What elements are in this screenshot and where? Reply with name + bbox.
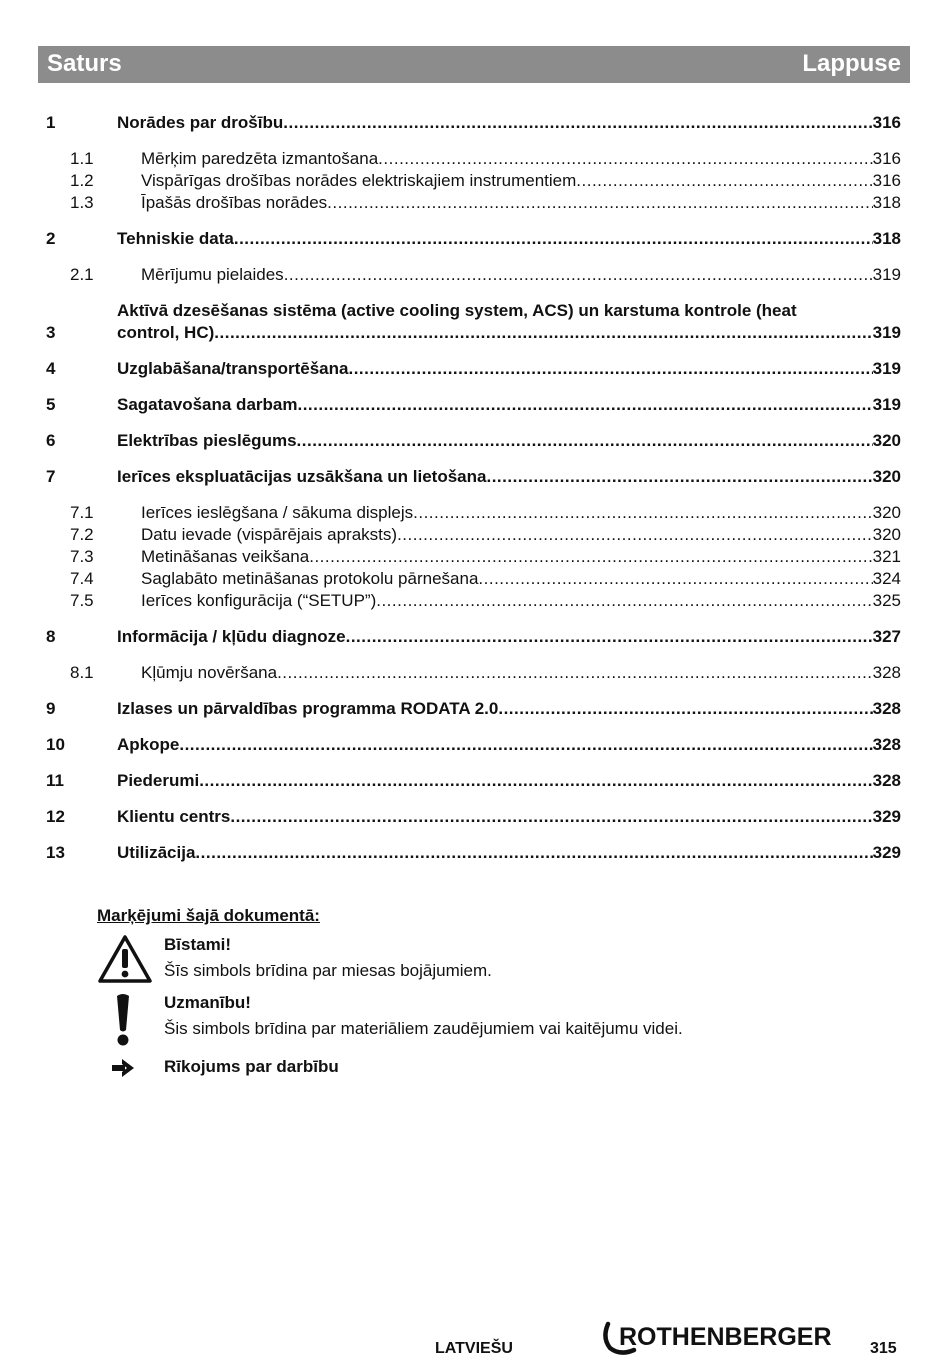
toc-number: 2.1 [70,265,94,284]
brand-name: ROTHENBERGER [619,1323,832,1351]
toc-page-number: 328 [872,699,901,718]
toc-number: 1.1 [70,149,94,168]
toc-title: Mērījumu pielaides [141,265,284,284]
action-title: Rīkojums par darbību [164,1057,339,1076]
toc-page-number: 318 [872,229,901,248]
toc-page-number: 316 [872,171,901,190]
toc-page-number: 319 [872,323,901,342]
toc-page-number: 328 [872,663,901,682]
toc-page-number: 325 [872,591,901,610]
toc-page-number: 321 [872,547,901,566]
toc-number: 9 [46,699,56,718]
toc-title: Saglabāto metināšanas protokolu pārnešana [141,569,479,588]
toc-number: 8 [46,627,56,646]
toc-title: Piederumi [117,771,200,790]
toc-number: 3 [46,323,56,342]
toc-page-number: 316 [872,113,901,132]
toc-page-number: 329 [872,807,901,826]
toc-title: Ierīces konfigurācija (“SETUP”) [141,591,377,610]
toc-leader-dots [486,466,872,488]
toc-number: 1.3 [70,193,94,212]
toc-leader-dots [214,322,872,344]
toc-leader-dots [230,806,872,828]
toc-title: Izlases un pārvaldības programma RODATA 2.0 [117,699,499,718]
header-title: Saturs [47,50,122,77]
toc-title-line1: Aktīvā dzesēšanas sistēma (active cooling system, ACS) un karstuma kontrole (heat [117,301,797,320]
toc-page-number: 320 [872,503,901,522]
toc-number: 12 [46,807,65,826]
toc-number: 1 [46,113,56,132]
toc-subsection-entry [46,524,901,546]
toc-section-entry [46,734,901,756]
toc-leader-dots [378,148,872,170]
toc-section-entry [46,430,901,452]
toc-title: Mērķim paredzēta izmantošana [141,149,379,168]
toc-title: Īpašās drošības norādes [141,193,328,212]
toc-title: Utilizācija [117,843,196,862]
toc-leader-dots [234,228,873,250]
toc-title: Informācija / kļūdu diagnoze [117,627,346,646]
toc-number: 4 [46,359,56,378]
toc-page-number: 320 [872,467,901,486]
danger-title: Bīstami! [164,935,232,954]
toc-leader-dots [498,698,872,720]
toc-number: 11 [46,771,64,790]
toc-leader-dots [309,546,872,568]
toc-number: 7.4 [70,569,94,588]
toc-section-entry [46,698,901,720]
toc-number: 5 [46,395,56,414]
toc-leader-dots [413,502,872,524]
toc-subsection-entry [46,264,901,286]
header-page-label: Lappuse [802,50,901,77]
toc-page-number: 320 [872,431,901,450]
toc-page-number: 318 [872,193,901,212]
toc-page-number: 320 [872,525,901,544]
toc-title: Ierīces ieslēgšana / sākuma displejs [141,503,414,522]
toc-leader-dots [179,734,872,756]
toc-leader-dots [576,170,872,192]
toc-page-number: 329 [872,843,901,862]
toc-title: Vispārīgas drošības norādes elektriskajiem instrumentiem [141,171,577,190]
toc-subsection-entry [46,148,901,170]
toc-page-number: 319 [872,265,901,284]
toc-number: 7 [46,467,56,486]
toc-leader-dots [348,358,872,380]
toc-leader-dots [397,524,873,546]
toc-subsection-entry [46,546,901,568]
toc-subsection-entry [46,170,901,192]
toc-title: Kļūmju novēršana [141,663,278,682]
document-markings [97,906,797,1080]
toc-section-entry [46,842,901,864]
toc-leader-dots [297,394,872,416]
toc-title: Sagatavošana darbam [117,395,298,414]
caution-text: Šis simbols brīdina par materiāliem zaudējumiem vai kaitējumu videi. [164,1019,683,1038]
toc-number: 7.1 [70,503,94,522]
toc-leader-dots [297,430,873,452]
toc-number: 1.2 [70,171,94,190]
toc-number: 6 [46,431,56,450]
toc-number: 7.2 [70,525,94,544]
toc-title: Elektrības pieslēgums [117,431,297,450]
toc-page-number: 328 [872,771,901,790]
danger-text: Šīs simbols brīdina par miesas bojājumiem. [164,961,492,980]
toc-section-entry [46,300,901,344]
toc-page-number: 327 [872,627,901,646]
toc-title: control, HC) [117,323,215,342]
toc-leader-dots [195,842,872,864]
danger-marking [97,932,797,984]
toc-leader-dots [283,112,872,134]
toc-title: Uzglabāšana/transportēšana [117,359,349,378]
toc-subsection-entry [46,662,901,684]
page-number: 315 [870,1340,897,1357]
toc-leader-dots [199,770,872,792]
toc-number: 8.1 [70,663,94,682]
toc-section-entry [46,626,901,648]
toc-subsection-entry [46,590,901,612]
toc-subsection-entry [46,502,901,524]
toc-subsection-entry [46,192,901,214]
exclamation-icon [113,992,133,1056]
toc-leader-dots [327,192,872,214]
footer-language: LATVIEŠU [435,1340,513,1357]
toc-leader-dots [376,590,872,612]
toc-number: 7.5 [70,591,94,610]
toc-number: 2 [46,229,56,248]
brand-logo [600,1320,855,1363]
toc-title: Ierīces ekspluatācijas uzsākšana un lietošana [117,467,487,486]
toc-page-number: 328 [872,735,901,754]
toc-section-entry [46,394,901,416]
toc-subsection-entry [46,568,901,590]
toc-section-entry [46,228,901,250]
toc-number: 13 [46,843,65,862]
caution-title: Uzmanību! [164,993,251,1012]
toc-leader-dots [346,626,873,648]
toc-title: Metināšanas veikšana [141,547,310,566]
toc-number: 7.3 [70,547,94,566]
toc-page-number: 319 [872,359,901,378]
arrow-right-icon [111,1058,135,1086]
toc-page-number: 319 [872,395,901,414]
action-marking [97,1054,797,1080]
toc-title: Norādes par drošību [117,113,284,132]
toc-section-entry [46,358,901,380]
toc-section-entry [46,466,901,488]
table-of-contents [46,110,901,864]
toc-leader-dots [277,662,873,684]
toc-section-entry [46,770,901,792]
toc-section-entry [46,112,901,134]
toc-leader-dots [284,264,873,286]
toc-title: Datu ievade (vispārējais apraksts) [141,525,398,544]
toc-page-number: 316 [872,149,901,168]
toc-title: Tehniskie data [117,229,234,248]
toc-title: Apkope [117,735,180,754]
toc-page-number: 324 [872,569,901,588]
caution-marking [97,990,797,1042]
markings-heading: Marķējumi šajā dokumentā: [97,906,320,925]
warning-triangle-icon [97,934,153,992]
contents-header [38,46,910,83]
toc-leader-dots [478,568,872,590]
toc-section-entry [46,806,901,828]
toc-number: 10 [46,735,65,754]
toc-title: Klientu centrs [117,807,231,826]
